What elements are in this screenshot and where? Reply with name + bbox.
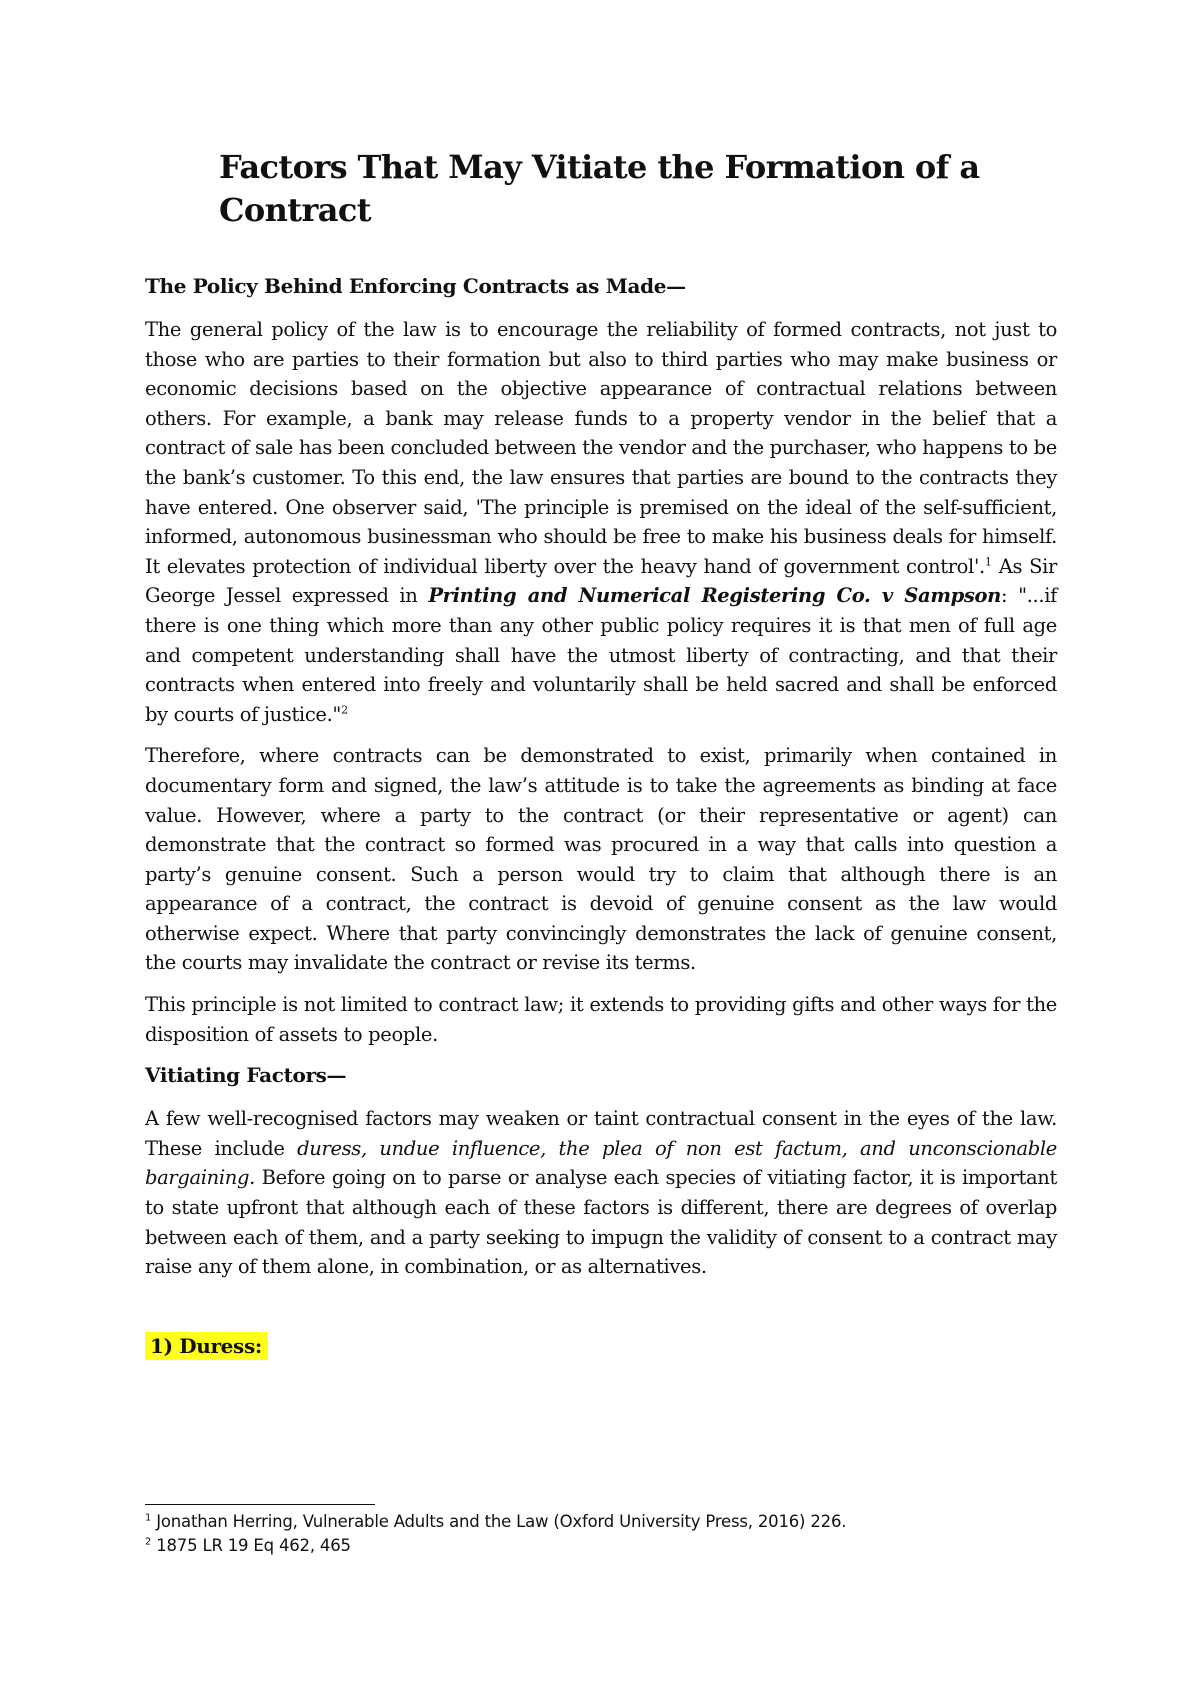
footnotes xyxy=(145,1510,1057,1558)
footnote-text: 1875 LR 19 Eq 462, 465 xyxy=(151,1536,351,1555)
factor-list: duress, undue influence, the plea of non est factum, and unconscionable bargaining. xyxy=(145,1136,1057,1190)
footnote-1 xyxy=(145,1510,1057,1534)
paragraph-text: The general policy of the law is to encourage the reliability of formed contracts, not just to those who are parties to their formation but also to third parties who may make business or economic decisions based on the objective appearance of contractual relations between others. For example, a bank may release funds to a property vendor in the belief that a contract of sale has been concluded between the vendor and the purchaser, who happens to be the bank’s customer. To this end, the law ensures that parties are bound to the contracts they have entered. One observer said, 'The principle is premised on the ideal of the self-sufficient, informed, autonomous businessman who should be free to make his business deals for himself. It elevates protection of individual liberty over the heavy hand of government control'. xyxy=(145,318,1057,578)
footnote-text: Jonathan Herring, Vulnerable Adults and the Law (Oxford University Press, 2016) 226. xyxy=(151,1512,847,1531)
paragraph-text: A few well-recognised factors may weaken or taint contractual consent in the eyes of the law. These include xyxy=(145,1107,1057,1160)
document-title: Factors That May Vitiate the Formation of a Contract xyxy=(219,148,980,229)
footnote-2 xyxy=(145,1534,1057,1558)
paragraph-vitiating xyxy=(145,1104,1057,1282)
paragraph-text: As Sir George Jessel expressed in xyxy=(145,554,1057,608)
section-heading-vitiating: Vitiating Factors— xyxy=(145,1063,347,1088)
paragraph-principle: This principle is not limited to contract law; it extends to providing gifts and other ways for the disposition of assets to people. xyxy=(145,993,1057,1046)
paragraph-text: : "...if there is one thing which more than any other public policy requires it is that men of full age and competent understanding shall have the utmost liberty of contracting, and that their contracts when entered into freely and voluntarily shall be held sacred and shall be enforced by courts of justice." xyxy=(145,584,1057,726)
subheading-duress: 1) Duress: xyxy=(145,1332,268,1360)
footnote-ref-1: 1 xyxy=(984,555,992,569)
paragraph-text: Before going on to parse or analyse each species of vitiating factor, it is important to state upfront that although each of these factors is different, there are degrees of overlap between each of them, and a party seeking to impugn the validity of consent to a contract may raise any of them alone, in combination, or as alternatives. xyxy=(145,1166,1057,1279)
footnote-number: 2 xyxy=(145,1536,152,1548)
document-body xyxy=(145,272,1057,1361)
footnote-number: 1 xyxy=(145,1512,152,1524)
section-heading-policy: The Policy Behind Enforcing Contracts as Made— xyxy=(145,274,686,298)
subheading-container xyxy=(145,1332,1057,1362)
paragraph-therefore: Therefore, where contracts can be demonstrated to exist, primarily when contained in documentary form and signed, the law’s attitude is to take the agreements as binding at face value. However, where a party to the contract (or their representative or agent) can demonstrate that the contract so formed was procured in a way that calls into question a party’s genuine consent. Such a person would try to claim that although there is an appearance of a contract, the contract is devoid of genuine consent as the law would otherwise expect. Where that party convincingly demonstrates the lack of genuine consent, the courts may invalidate the contract or revise its terms. xyxy=(145,744,1057,975)
paragraph-policy xyxy=(145,315,1057,729)
case-citation: Printing and Numerical Registering Co. v Sampson xyxy=(428,584,1002,608)
footnote-separator xyxy=(145,1504,375,1505)
footnote-ref-2: 2 xyxy=(341,703,349,717)
